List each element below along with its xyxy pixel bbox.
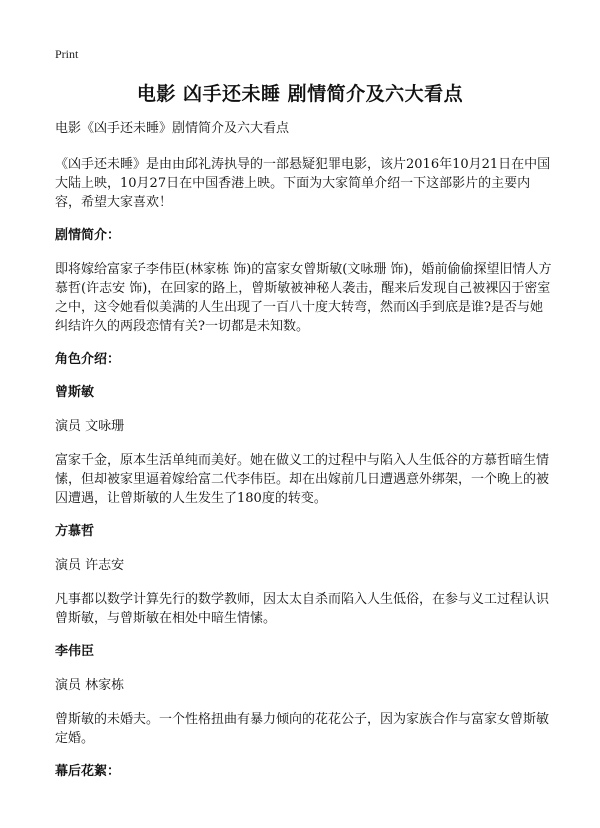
character-description: 凡事都以数学计算先行的数学教师，因太太自杀而陷入人生低俗，在参与义工过程认识曾斯敏，与曾斯敏在相处中暗生情愫。	[55, 592, 550, 626]
character-name: 方慕哲	[55, 524, 95, 539]
behind-the-scenes-heading: 幕后花絮：	[55, 764, 121, 779]
character-name: 曾斯敏	[55, 385, 95, 400]
plot-heading: 剧情简介：	[55, 228, 121, 243]
page-title: 电影 凶手还未睡 剧情简介及六大看点	[136, 83, 464, 105]
character-name: 李伟臣	[55, 644, 95, 659]
article-subtitle: 电影《凶手还未睡》剧情简介及六大看点	[55, 121, 290, 136]
print-label: Print	[55, 47, 79, 61]
roles-heading: 角色介绍：	[55, 352, 121, 367]
article-body	[55, 120, 555, 796]
intro-paragraph: 《凶手还未睡》是由由邱礼涛执导的一部悬疑犯罪电影，该片2016年10月21日在中国大陆上映，10月27日在中国香港上映。下面为大家简单介绍一下这部影片的主要内容，希望大家喜欢！	[55, 157, 551, 210]
plot-paragraph: 即将嫁给富家子李伟臣(林家栋 饰)的富家女曾斯敏(文咏珊 饰)，婚前偷偷探望旧情人方慕哲(许志安 饰)，在回家的路上，曾斯敏被神秘人袭击，醒来后发现自己被裸囚于密室之中，这令她看似美满的人生出现了一百八十度大转弯，然而凶手到底是谁?是否与她纠结许久的两段恋情有关?一切都是未知数。	[55, 262, 552, 334]
character-description: 富家千金，原本生活单纯而美好。她在做义工的过程中与陷入人生低谷的方慕哲暗生情愫，但却被家里逼着嫁给富二代李伟臣。却在出嫁前几日遭遇意外绑架，一个晚上的被囚遭遇，让曾斯敏的人生发生了180度的转变。	[55, 453, 550, 506]
character-description: 曾斯敏的未婚夫。一个性格扭曲有暴力倾向的花花公子，因为家族合作与富家女曾斯敏定婚。	[55, 712, 550, 746]
character-actor: 演员 林家栋	[55, 678, 125, 693]
character-actor: 演员 许志安	[55, 558, 125, 573]
character-actor: 演员 文咏珊	[55, 419, 125, 434]
